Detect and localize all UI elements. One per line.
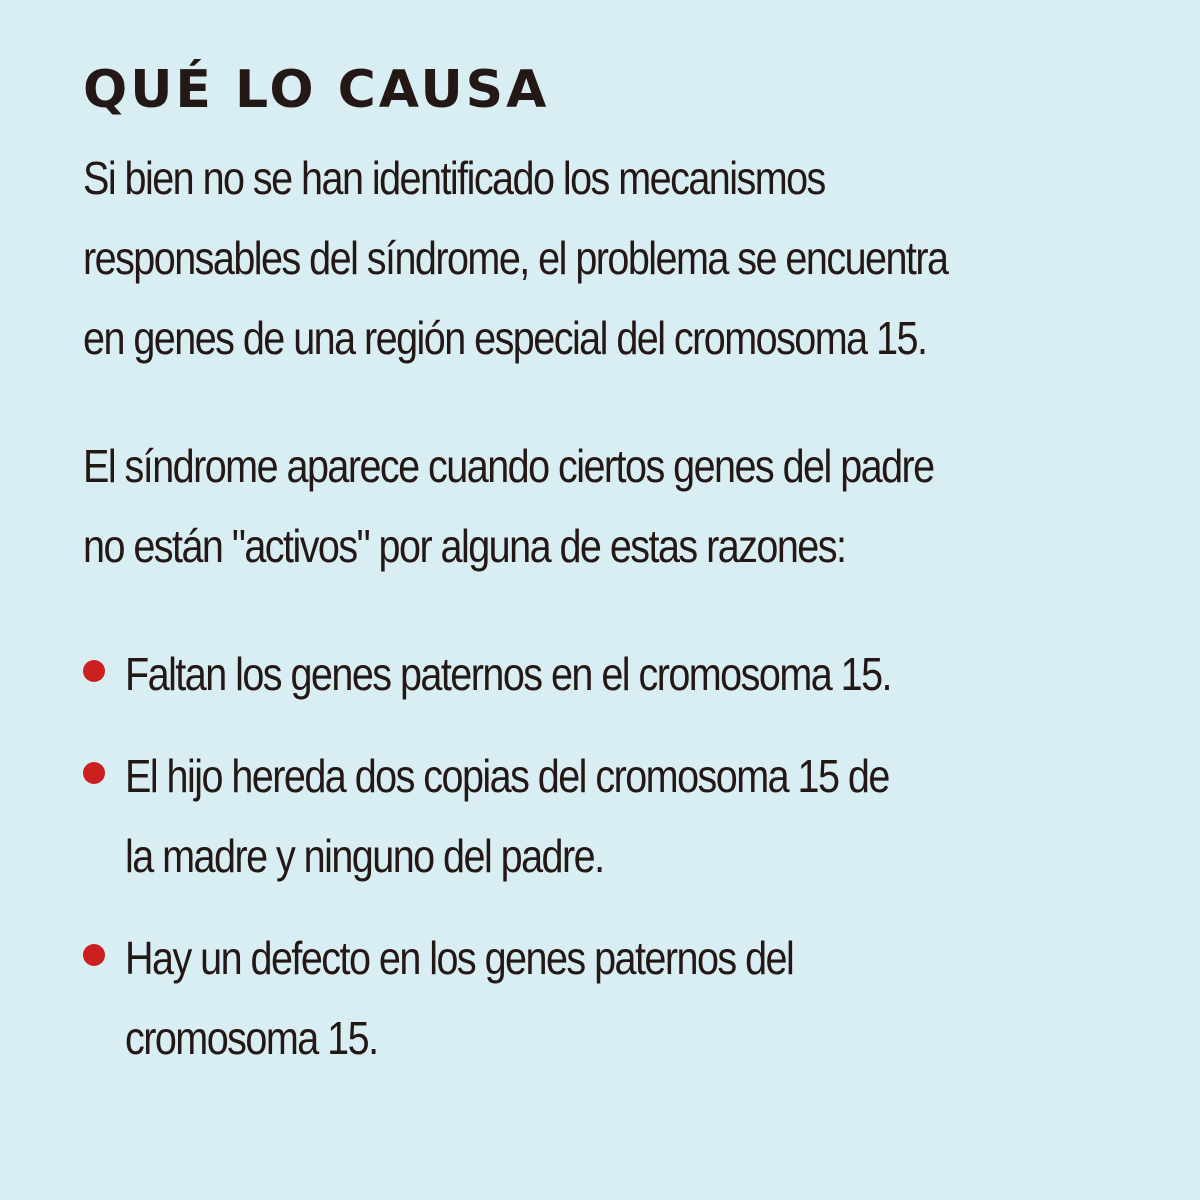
list-item [83, 634, 1140, 714]
list-item-line: Hay un defecto en los genes paternos del [125, 932, 794, 984]
list-item-line: la madre y ninguno del padre. [125, 830, 604, 882]
paragraph-intro [83, 138, 1149, 378]
paragraph-line: no están "activos" por alguna de estas razones: [83, 520, 846, 572]
paragraph-line: El síndrome aparece cuando ciertos genes del padre [83, 440, 934, 492]
paragraph-line: en genes de una región especial del cromosoma 15. [83, 312, 927, 364]
paragraph-cause [83, 426, 1149, 586]
reasons-list [83, 634, 1140, 1078]
bullet-dot-icon [83, 944, 105, 966]
paragraph-line: Si bien no se han identificado los mecanismos [83, 152, 825, 204]
section-heading: QUÉ LO CAUSA [83, 60, 550, 120]
bullet-dot-icon [83, 762, 105, 784]
list-item-line: cromosoma 15. [125, 1012, 378, 1064]
bullet-dot-icon [83, 660, 105, 682]
list-item-line: Faltan los genes paternos en el cromosoma 15. [125, 648, 891, 700]
list-item-text [125, 736, 1140, 896]
list-item [83, 918, 1140, 1078]
list-item-text [125, 634, 1140, 714]
list-item-text [125, 918, 1140, 1078]
list-item [83, 736, 1140, 896]
list-item-line: El hijo hereda dos copias del cromosoma 15 de [125, 750, 889, 802]
paragraph-line: responsables del síndrome, el problema se encuentra [83, 232, 948, 284]
